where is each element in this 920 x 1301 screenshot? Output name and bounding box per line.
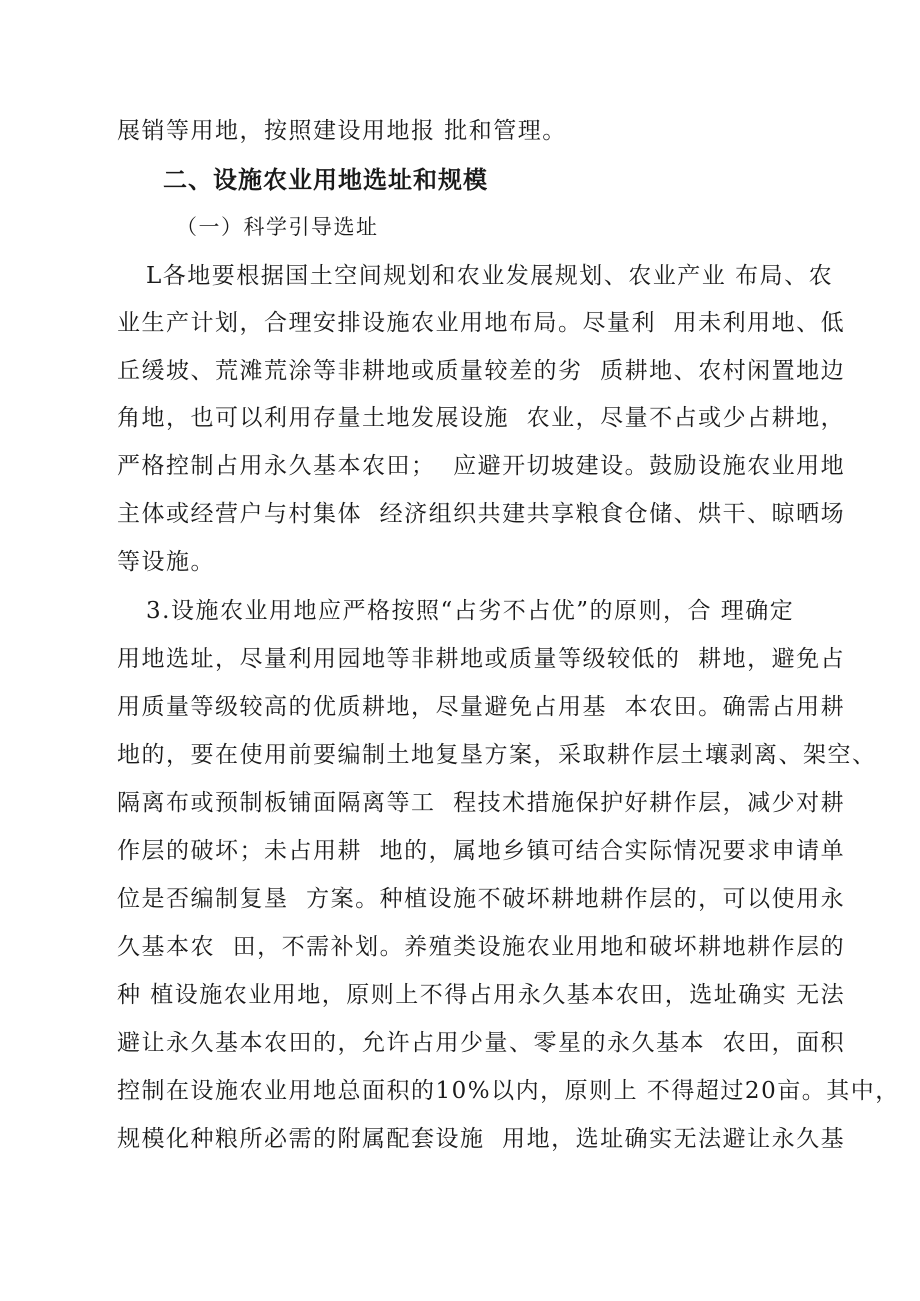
paragraph-line: 种 植设施农业用地，原则上不得占用永久基本农田，选址确实 无法 bbox=[117, 982, 846, 1008]
subsection-heading: （一）科学引导选址 bbox=[176, 215, 379, 239]
paragraph-line: 等设施。 bbox=[117, 549, 215, 575]
paragraph-line: L各地要根据国土空间规划和农业发展规划、农业产业 布局、农 bbox=[146, 263, 834, 289]
paragraph-line: 位是否编制复垦 方案。种植设施不破坏耕地耕作层的，可以使用永 bbox=[117, 886, 846, 912]
paragraph-line: 用地选址，尽量利用园地等非耕地或质量等级较低的 耕地，避免占 bbox=[117, 646, 846, 672]
section-heading: 二、设施农业用地选址和规模 bbox=[163, 166, 488, 194]
paragraph-line: 业生产计划，合理安排设施农业用地布局。尽量利 用未利用地、低 bbox=[117, 310, 846, 336]
paragraph-line: 规模化种粮所必需的附属配套设施 用地，选址确实无法避让永久基 bbox=[117, 1126, 846, 1152]
paragraph-line: 作层的破坏；未占用耕 地的，属地乡镇可结合实际情况要求申请单 bbox=[117, 838, 846, 864]
paragraph-line: 隔离布或预制板铺面隔离等工 程技术措施保护好耕作层，减少对耕 bbox=[117, 790, 846, 816]
paragraph-line: 久基本农 田，不需补划。养殖类设施农业用地和破坏耕地耕作层的 bbox=[117, 934, 846, 960]
paragraph-line: 用质量等级较高的优质耕地，尽量避免占用基 本农田。确需占用耕 bbox=[117, 694, 846, 720]
paragraph-line: 主体或经营户与村集体 经济组织共建共享粮食仓储、烘干、晾晒场 bbox=[117, 501, 846, 527]
paragraph-line: 地的，要在使用前要编制土地复垦方案，采取耕作层土壤剥离、架空、 bbox=[117, 742, 877, 768]
paragraph-line: 严格控制占用永久基本农田； 应避开切坡建设。鼓励设施农业用地 bbox=[117, 453, 846, 479]
continuation-line: 展销等用地，按照建设用地报 批和管理。 bbox=[117, 118, 567, 144]
paragraph-line: 控制在设施农业用地总面积的10%以内，原则上 不得超过20亩。其中， bbox=[117, 1078, 900, 1104]
paragraph-line: 避让永久基本农田的，允许占用少量、零星的永久基本 农田，面积 bbox=[117, 1030, 846, 1056]
paragraph-line: 3.设施农业用地应严格按照“占劣不占优”的原则，合 理确定 bbox=[146, 598, 795, 624]
paragraph-line: 角地，也可以利用存量土地发展设施 农业，尽量不占或少占耕地， bbox=[117, 405, 846, 431]
paragraph-line: 丘缓坡、荒滩荒涂等非耕地或质量较差的劣 质耕地、农村闲置地边 bbox=[117, 358, 846, 384]
